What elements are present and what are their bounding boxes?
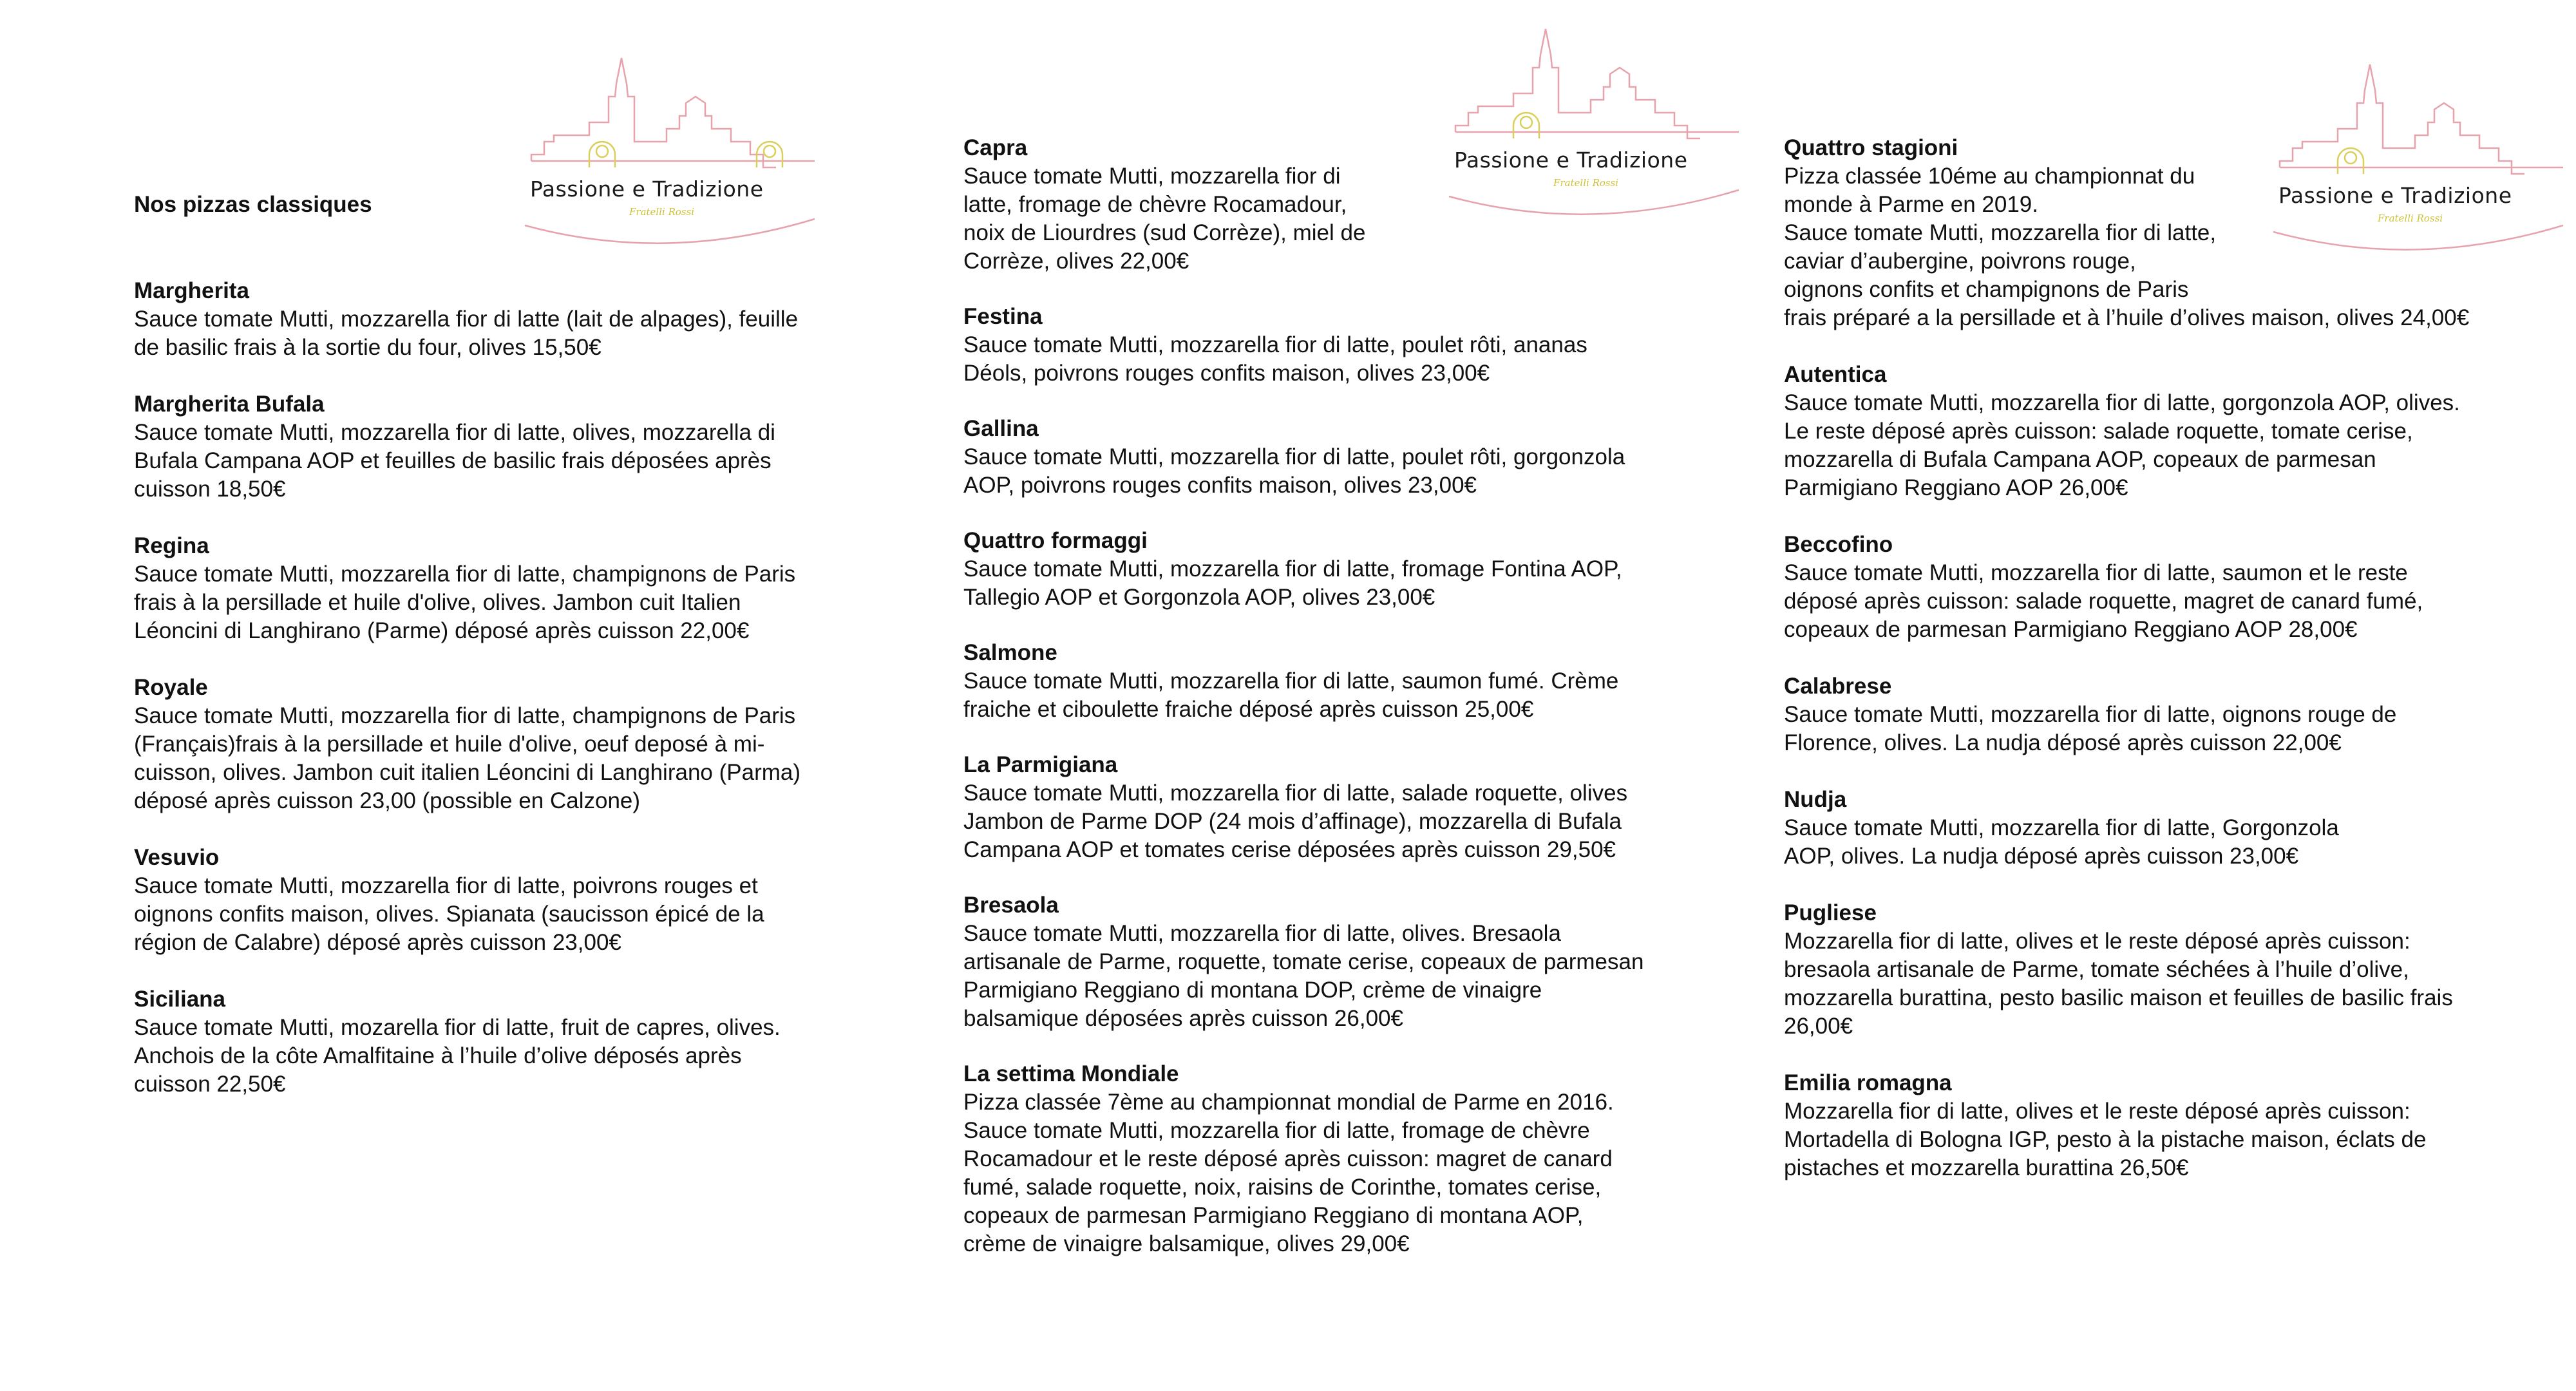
pizza-description: Pizza classée 10éme au championnat du monde à Parme en 2019. Sauce tomate Mutti, mozzarella fior di latte, caviar d’aubergine, poivrons rouge, oignons confits et champignons de Paris frais préparé a la persillade et à l’huile d’olives maison, olives 24,00€ (1784, 164, 2470, 330)
skyline-logo-icon (518, 45, 828, 258)
pizza-item-salmone (963, 639, 1655, 724)
pizza-item-la-settima-mondiale (963, 1060, 1655, 1258)
pizza-item-beccofino (1784, 531, 2473, 644)
pizza-item-festina (963, 303, 1655, 388)
pizza-name: Salmone (963, 640, 1057, 665)
pizza-description: Sauce tomate Mutti, mozzarella fior di latte, saumon et le reste déposé après cuisson: salade roquette, magret de canard fumé, copeaux de parmesan Parmigiano Reggiano AOP 28,00€ (1784, 560, 2423, 642)
brand-name: Passione e Tradizione (2278, 183, 2512, 208)
menu-page-1 (0, 0, 828, 1391)
pizza-name: Royale (134, 675, 208, 700)
pizza-name: Quattro stagioni (1784, 135, 1958, 160)
pizza-name: Siciliana (134, 987, 226, 1012)
pizza-description: Mozzarella fior di latte, olives et le reste déposé après cuisson: bresaola artisanale de Parme, tomate séchées à l’huile d’olive, mozzarella burattina, pesto basilic maison et feuilles de basilic frais 26,00€ (1784, 929, 2453, 1039)
menu-page-2 (828, 0, 1688, 1391)
menu-page-3 (1655, 0, 2512, 1391)
pizza-item-regina (134, 532, 828, 645)
pizza-item-vesuvio (134, 844, 828, 957)
section-title: Nos pizzas classiques (134, 192, 372, 217)
pizza-description: Sauce tomate Mutti, mozzarella fior di latte, olives. Bresaola artisanale de Parme, roquette, tomate cerise, copeaux de parmesan Parmigiano Reggiano di montana DOP, crème de vinaigre balsamique déposées après cuisson 26,00€ (963, 921, 1644, 1031)
pizza-item-autentica (1784, 361, 2473, 502)
pizza-item-la-parmigiana (963, 751, 1655, 864)
pizza-item-quattro-formaggi (963, 527, 1655, 612)
pizza-name: Autentica (1784, 362, 1887, 387)
pizza-item-nudja (1784, 786, 2473, 871)
pizza-list-2 (963, 134, 1655, 1285)
pizza-list-1 (134, 277, 828, 1127)
brand-subtitle: Fratelli Rossi (1553, 177, 1619, 189)
pizza-name: Nudja (1784, 787, 1847, 812)
pizza-description: Sauce tomate Mutti, mozzarella fior di latte, champignons de Paris (Français)frais à la persillade et huile d'olive, oeuf deposé à mi- cuisson, olives. Jambon cuit italien Léoncini di Langhirano (Parma) déposé après cuisson 23,00 (possible en Calzone) (134, 703, 800, 813)
pizza-description: Sauce tomate Mutti, mozzarella fior di latte, poivrons rouges et oignons confits maison, olives. Spianata (saucisson épicé de la région de Calabre) déposé après cuisson 23,00€ (134, 873, 764, 955)
pizza-name: Capra (963, 135, 1028, 160)
pizza-description: Sauce tomate Mutti, mozzarella fior di latte, oignons rouge de Florence, olives. La nudja déposé après cuisson 22,00€ (1784, 702, 2397, 755)
pizza-name: Pugliese (1784, 900, 1877, 925)
pizza-name: Vesuvio (134, 845, 220, 870)
pizza-name: Gallina (963, 416, 1039, 441)
pizza-description: Sauce tomate Mutti, mozzarella fior di latte, fromage Fontina AOP, Tallegio AOP et Gorgonzola AOP, olives 23,00€ (963, 556, 1622, 610)
pizza-item-calabrese (1784, 672, 2473, 757)
pizza-description: Sauce tomate Mutti, mozzarella fior di latte, fromage de chèvre Rocamadour, noix de Liourdres (sud Corrèze), miel de Corrèze, olives 22,00€ (963, 164, 1366, 274)
brand-name: Passione e Tradizione (530, 176, 764, 202)
pizza-name: Bresaola (963, 893, 1059, 918)
pizza-description: Mozzarella fior di latte, olives et le reste déposé après cuisson: Mortadella di Bologna IGP, pesto à la pistache maison, éclats de pistaches et mozzarella burattina 26,50€ (1784, 1099, 2427, 1180)
pizza-item-royale (134, 674, 828, 815)
pizza-item-quattro-stagioni (1784, 134, 2473, 332)
pizza-description: Sauce tomate Mutti, mozzarella fior di latte, poulet rôti, gorgonzola AOP, poivrons rouges confits maison, olives 23,00€ (963, 444, 1625, 498)
brand-subtitle: Fratelli Rossi (629, 206, 695, 218)
pizza-description: Sauce tomate Mutti, mozzarella fior di latte (lait de alpages), feuille de basilic frais à la sortie du four, olives 15,50€ (134, 307, 799, 360)
pizza-item-siciliana (134, 985, 828, 1099)
pizza-description: Sauce tomate Mutti, mozarella fior di latte, fruit de capres, olives. Anchois de la côte Amalfitaine à l’huile d’olive déposés après cuisson 22,50€ (134, 1015, 781, 1097)
pizza-name: Emilia romagna (1784, 1070, 1952, 1095)
pizza-name: Beccofino (1784, 532, 1893, 557)
pizza-name: La settima Mondiale (963, 1061, 1179, 1086)
pizza-name: Margherita Bufala (134, 392, 325, 417)
pizza-name: Margherita (134, 278, 249, 303)
pizza-item-emilia-romagna (1784, 1069, 2473, 1182)
brand-logo (518, 45, 828, 258)
pizza-item-capra (963, 134, 1655, 276)
pizza-description: Pizza classée 7ème au championnat mondial de Parme en 2016. Sauce tomate Mutti, mozzarella fior di latte, fromage de chèvre Rocamadour et le reste déposé après cuisson: magret de canard fumé, salade roquette, noix, raisins de Corinthe, tomates cerise, copeaux de parmesan Parmigiano Reggiano di montana AOP, crème de vinaigre balsamique, olives 29,00€ (963, 1090, 1614, 1256)
pizza-name: Festina (963, 304, 1043, 329)
pizza-description: Sauce tomate Mutti, mozzarella fior di latte, Gorgonzola AOP, olives. La nudja déposé après cuisson 23,00€ (1784, 815, 2339, 869)
pizza-name: Regina (134, 533, 209, 558)
pizza-description: Sauce tomate Mutti, mozzarella fior di latte, saumon fumé. Crème fraiche et ciboulette fraiche déposé après cuisson 25,00€ (963, 668, 1619, 722)
pizza-description: Sauce tomate Mutti, mozzarella fior di latte, poulet rôti, ananas Déols, poivrons rouges confits maison, olives 23,00€ (963, 332, 1587, 386)
pizza-item-margherita (134, 277, 828, 362)
pizza-description: Sauce tomate Mutti, mozzarella fior di latte, champignons de Paris frais à la persillade et huile d'olive, olives. Jambon cuit Italien Léoncini di Langhirano (Parme) déposé après cuisson 22,00€ (134, 562, 796, 643)
pizza-name: Quattro formaggi (963, 528, 1148, 553)
brand-name: Passione e Tradizione (1454, 147, 1688, 173)
pizza-description: Sauce tomate Mutti, mozzarella fior di latte, gorgonzola AOP, olives. Le reste déposé après cuisson: salade roquette, tomate cerise, mozzarella di Bufala Campana AOP, copeaux de parmesan Parmigiano Reggiano AOP 26,00€ (1784, 390, 2460, 500)
pizza-description: Sauce tomate Mutti, mozzarella fior di latte, salade roquette, olives Jambon de Parme DOP (24 mois d’affinage), mozzarella di Bufala Campana AOP et tomates cerise déposées après cuisson 29,50€ (963, 781, 1628, 862)
pizza-name: Calabrese (1784, 674, 1892, 699)
pizza-description: Sauce tomate Mutti, mozzarella fior di latte, olives, mozzarella di Bufala Campana AOP et feuilles de basilic frais déposées après cuisson 18,50€ (134, 420, 775, 502)
pizza-item-bresaola (963, 891, 1655, 1033)
pizza-item-margherita-bufala (134, 390, 828, 504)
pizza-list-3 (1784, 134, 2473, 1211)
pizza-item-gallina (963, 415, 1655, 500)
pizza-name: La Parmigiana (963, 752, 1118, 777)
pizza-item-pugliese (1784, 899, 2473, 1041)
brand-subtitle: Fratelli Rossi (2378, 213, 2443, 224)
